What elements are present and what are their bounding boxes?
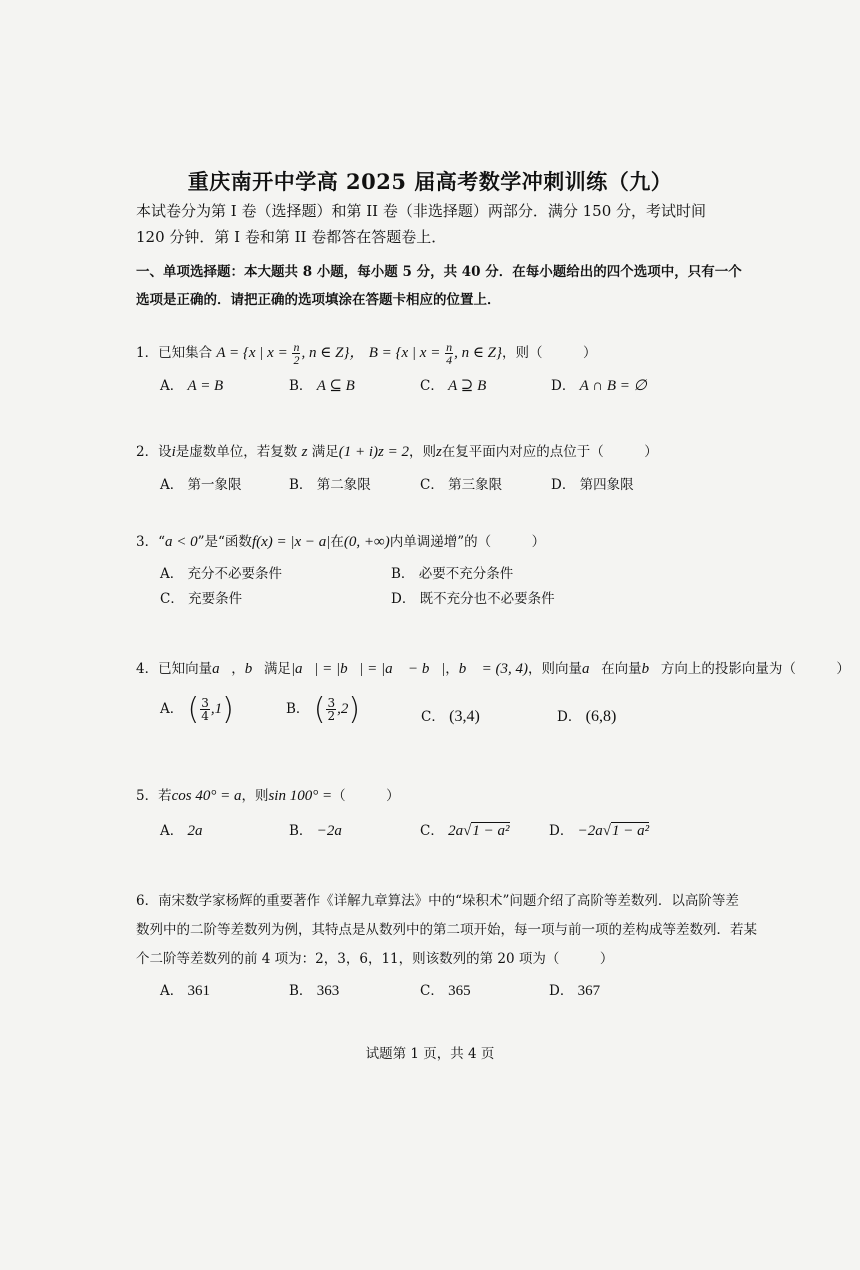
- option-b[interactable]: B． 363: [289, 983, 340, 999]
- question-5: 5．若cos 40° = a，则sin 100° =（ ）: [136, 788, 400, 804]
- fraction: $\frac{n}{4}$: [446, 340, 453, 368]
- question-text: ，则（ ）: [502, 345, 597, 361]
- question-4: 4．已知向量a⃗，b⃗满足|a⃗| = |b⃗| = |a⃗ − b⃗|，b⃗ = (3, 4)，则向量a⃗在向量b⃗方向上的投影向量为（ ）: [136, 661, 850, 677]
- fraction: $\frac{3}{2}$: [327, 696, 336, 723]
- question-1: [136, 338, 597, 368]
- question-6-line-2: 数列中的二阶等差数列为例，其特点是从数列中的第二项开始，每一项与前一项的差构成等差数列．若某: [136, 922, 757, 938]
- question-text: 已知集合: [158, 345, 213, 361]
- option-d[interactable]: D． 第四象限: [551, 477, 634, 493]
- question-number: 2．: [136, 444, 159, 460]
- option-c[interactable]: C． 充要条件: [160, 591, 243, 607]
- option-a[interactable]: A． ( $\frac{3}{4}$ ,1): [160, 692, 234, 727]
- option-b[interactable]: B． ( $\frac{3}{2}$ ,2): [286, 692, 361, 727]
- option-b[interactable]: B． 必要不充分条件: [391, 566, 514, 582]
- section-heading-single-choice: 一、单项选择题：本大题共 8 小题，每小题 5 分，共 40 分．在每小题给出的四个选项中，只有一个选项是正确的．请把正确的选项填涂在答题卡相应的位置上．: [136, 264, 742, 308]
- question-6-line-3: 个二阶等差数列的前 4 项为：2，3，6，11，则该数列的第 20 项为（ ）: [136, 951, 614, 967]
- exam-title: 重庆南开中学高 2025 届高考数学冲刺训练（九）: [187, 169, 673, 194]
- question-number: 5．: [136, 788, 159, 804]
- question-number: 3．: [136, 534, 159, 550]
- page-footer: 试题第 1 页，共 4 页: [365, 1046, 495, 1062]
- fraction: $\frac{3}{4}$: [201, 696, 209, 723]
- option-c[interactable]: C． 365: [420, 983, 471, 999]
- option-c[interactable]: C． 第三象限: [420, 477, 503, 493]
- option-c[interactable]: C． 2a√1 − a²: [420, 823, 510, 839]
- option-b[interactable]: B． −2a: [289, 823, 342, 839]
- option-d[interactable]: D． (6,8): [557, 708, 617, 725]
- option-d[interactable]: D． 既不充分也不必要条件: [391, 591, 555, 607]
- option-a[interactable]: A． A = B: [160, 378, 224, 394]
- option-b[interactable]: B． A ⊆ B: [289, 378, 355, 394]
- question-3: 3．“a < 0”是“函数f(x) = |x − a|在(0, +∞)内单调递增”的（ ）: [136, 534, 546, 550]
- option-d[interactable]: D． 367: [549, 983, 601, 999]
- option-d[interactable]: D． −2a√1 − a²: [549, 823, 650, 839]
- option-a[interactable]: A． 361: [160, 983, 211, 999]
- fraction: $\frac{n}{2}$: [293, 340, 300, 368]
- set-b-expression: B = {x | x = $\frac{n}{4}$ , n ∈ Z}: [368, 340, 503, 368]
- option-a[interactable]: A． 充分不必要条件: [160, 566, 283, 582]
- question-number: 6．: [136, 893, 159, 909]
- option-a[interactable]: A． 2a: [160, 823, 203, 839]
- question-number: 4．: [136, 661, 159, 677]
- question-2: 2．设i是虚数单位，若复数 z 满足(1 + i)z = 2，则z在复平面内对应的点位于（ ）: [136, 444, 658, 460]
- question-6: 6．南宋数学家杨辉的重要著作《详解九章算法》中的“垛积术”问题介绍了高阶等差数列．以高阶等差: [136, 893, 739, 909]
- option-c[interactable]: C． (3,4): [421, 708, 480, 725]
- exam-intro: 本试卷分为第 I 卷（选择题）和第 II 卷（非选择题）两部分．满分 150 分，考试时间 120 分钟．第 I 卷和第 II 卷都答在答题卷上．: [136, 202, 707, 246]
- option-d[interactable]: D． A ∩ B = ∅: [551, 378, 647, 394]
- set-a-expression: A = {x | x = $\frac{n}{2}$ , n ∈ Z}，: [216, 340, 365, 368]
- question-number: 1．: [136, 345, 159, 361]
- option-c[interactable]: C． A ⊇ B: [420, 378, 487, 394]
- option-a[interactable]: A． 第一象限: [160, 477, 242, 493]
- option-b[interactable]: B． 第二象限: [289, 477, 371, 493]
